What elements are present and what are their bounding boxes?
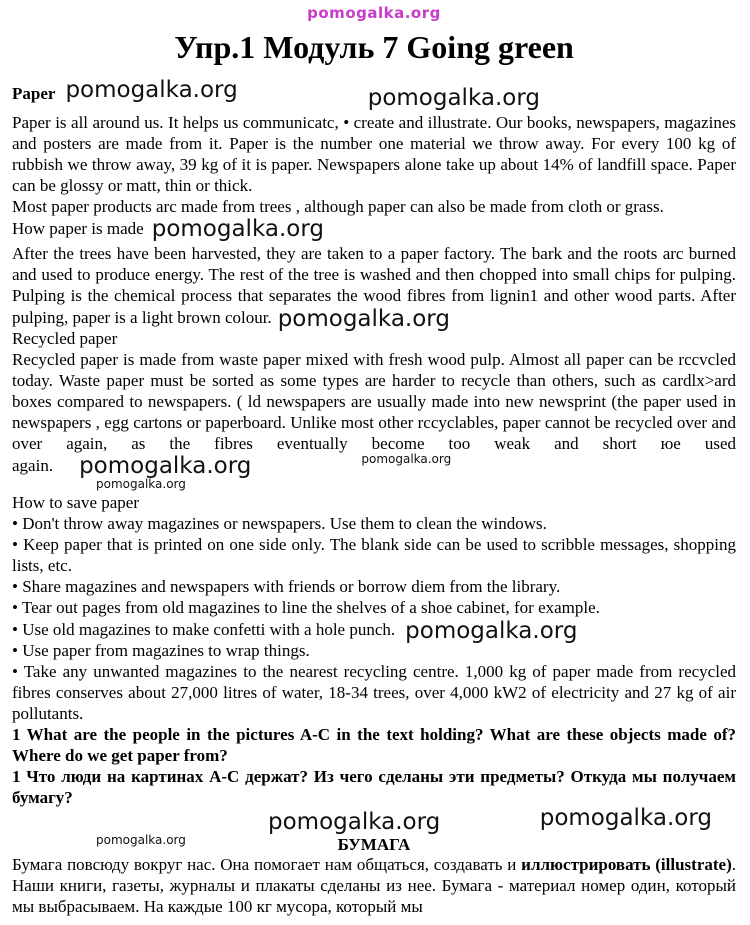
bullet-item: • Keep paper that is printed on one side only. The blank side can be used to scribble messages, shopping lists, etc. bbox=[12, 535, 736, 575]
watermark-inline: pomogalka.org bbox=[151, 216, 324, 242]
bullet-item: • Use paper from magazines to wrap things. bbox=[12, 641, 310, 660]
watermark-inline: pomogalka.org bbox=[367, 85, 540, 111]
watermark-inline: pomogalka.org bbox=[268, 809, 441, 835]
paragraph-paper-intro: Paper is all around us. It helps us communicatc, • create and illustrate. Our books, newspapers, magazines and posters are made from it. Paper is the number one material we throw away. For every 100 kg of rubbish we throw away, 39 kg of it is paper. Newspapers alone take up about 14% of landfill space. Paper can be glossy or matt, thin or thick. bbox=[12, 113, 736, 195]
bullet-item: • Tear out pages from old magazines to line the shelves of a shoe cabinet, for example. bbox=[12, 598, 600, 617]
page-title: Упр.1 Модуль 7 Going green bbox=[174, 29, 574, 65]
paper-heading-row bbox=[12, 77, 736, 112]
paragraph-recycled-text: Recycled paper is made from waste paper mixed with fresh wood pulp. Almost all paper can be rccvcled today. Waste paper must be sorted as some types are harder to recycle than others, such as cardlx>ard boxes compared to newspapers. ( ld newspapers are usually made into new newsprint (the paper used in newspapers , egg cartons or paperboard. Unlike most other rccyclables, paper cannot be recycled over and over again, as the fibres eventually become too weak and short юе used again. bbox=[12, 350, 736, 475]
how-to-save-heading: How to save paper bbox=[12, 493, 139, 512]
how-paper-made-heading: How paper is made bbox=[12, 219, 144, 238]
paper-heading: Paper bbox=[12, 84, 56, 103]
watermark-small: pomogalka.org bbox=[361, 452, 452, 466]
paragraph-russian-intro bbox=[12, 854, 736, 917]
paragraph-paper-sources: Most paper products arc made from trees , although paper can also be made from cloth or grass. bbox=[12, 197, 664, 216]
watermark-inline: pomogalka.org bbox=[539, 805, 712, 831]
bullet-item: • Share magazines and newspapers with friends or borrow diem from the library. bbox=[12, 577, 561, 596]
watermark-inline: pomogalka.org bbox=[79, 453, 252, 479]
russian-intro-bold: иллюстрировать (illustrate) bbox=[521, 855, 732, 874]
bullet-item bbox=[12, 618, 736, 644]
bullet-item: • Don't throw away magazines or newspapers. Use them to clean the windows. bbox=[12, 514, 547, 533]
bumaga-heading-row bbox=[12, 805, 736, 854]
russian-intro-post: . Наши книги, газеты, журналы и плакаты сделаны из нее. Бумага - материал номер один, который мы выбрасываем. На каждые 100 кг мусора, который мы bbox=[12, 855, 736, 916]
bullet-item: • Take any unwanted magazines to the nearest recycling centre. 1,000 kg of paper made from recycled fibres conserves about 27,000 litres of water, 18-34 trees, over 4,000 kW2 of electricity and 27 kg of air pollutants. bbox=[12, 662, 736, 723]
paragraph-how-made-text: After the trees have been harvested, they are taken to a paper factory. The bark and the roots arc burned and used to produce energy. The rest of the tree is washed and then chopped into small chips for pulping. Pulping is the chemical process that separates the wood fibres from lignin1 and other wood parts. After pulping, paper is a light brown colour. bbox=[12, 244, 736, 327]
watermark-inline: pomogalka.org bbox=[405, 618, 578, 644]
how-paper-made-heading-row bbox=[12, 217, 736, 243]
question-english: 1 What are the people in the pictures A-C in the text holding? What are these objects made of? Where do we get paper from? bbox=[12, 725, 736, 765]
question-russian: 1 Что люди на картинах А-С держат? Из чего сделаны эти предметы? Откуда мы получаем бумагу? bbox=[12, 767, 736, 807]
paragraph-how-made bbox=[12, 243, 736, 332]
russian-intro-pre: Бумага повсюду вокруг нас. Она помогает нам общаться, создавать и bbox=[12, 855, 522, 874]
top-watermark: pomogalka.org bbox=[307, 4, 441, 22]
recycled-paper-heading: Recycled paper bbox=[12, 329, 118, 348]
watermark-small: pomogalka.org bbox=[96, 477, 186, 491]
bumaga-heading: БУМАГА bbox=[337, 835, 411, 854]
bullet-item-text: • Use old magazines to make confetti with a hole punch. bbox=[12, 620, 396, 639]
paragraph-recycled bbox=[12, 349, 736, 479]
watermark-inline: pomogalka.org bbox=[277, 306, 450, 332]
watermark-inline: pomogalka.org bbox=[65, 77, 238, 103]
watermark-small: pomogalka.org bbox=[96, 833, 186, 847]
save-paper-block bbox=[12, 478, 736, 513]
